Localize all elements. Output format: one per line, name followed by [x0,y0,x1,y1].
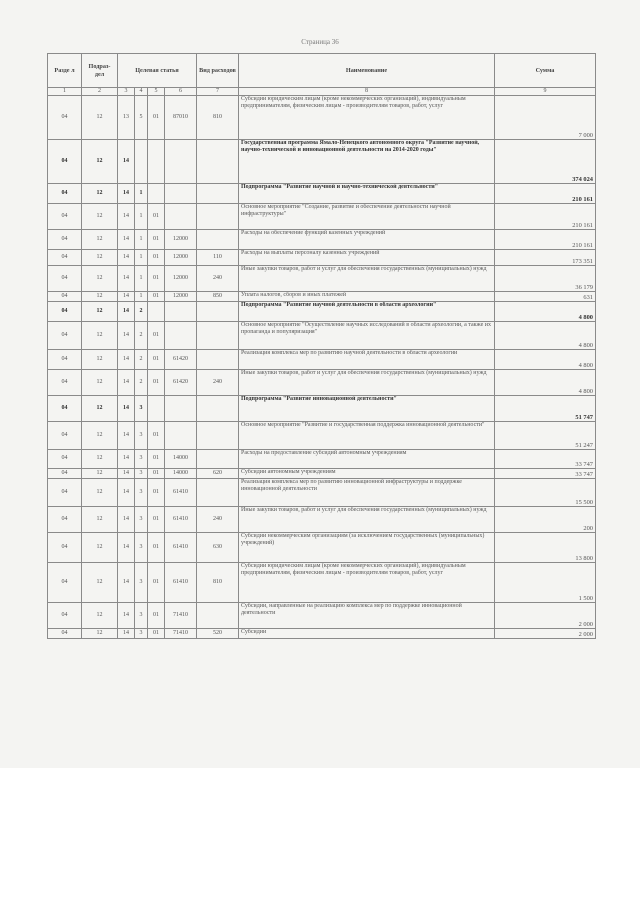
name-cell: Расходы на предоставление субсидий автономным учреждениям [239,450,495,469]
target-subprogram-cell: 3 [135,629,148,639]
razdel-cell: 04 [48,507,82,533]
sum-cell: 2 000 [495,629,596,639]
name-cell: Основное мероприятие "Развитие и государственная поддержка инновационной деятельности" [239,422,495,450]
target-program-cell: 13 [118,96,135,140]
table-row [48,603,596,629]
header-razdel: Разде л [48,54,82,88]
target-measure-cell: 01 [148,204,165,230]
target-measure-cell: 01 [148,533,165,563]
sum-cell: 7 000 [495,96,596,140]
target-measure-cell [148,302,165,322]
sum-cell: 631 [495,292,596,302]
target-program-cell: 14 [118,422,135,450]
sum-cell: 210 161 [495,184,596,204]
podrazdel-cell: 12 [82,204,118,230]
razdel-cell: 04 [48,292,82,302]
header-name: Наименование [239,54,495,88]
podrazdel-cell: 12 [82,184,118,204]
podrazdel-cell: 12 [82,302,118,322]
target-direction-cell: 12000 [165,292,197,302]
target-measure-cell: 01 [148,322,165,350]
target-direction-cell: 14000 [165,469,197,479]
budget-table [47,53,596,639]
razdel-cell: 04 [48,450,82,469]
target-program-cell: 14 [118,350,135,370]
name-cell: Реализация комплекса мер по развитию научной деятельности в области археологии [239,350,495,370]
target-program-cell: 14 [118,266,135,292]
target-subprogram-cell: 3 [135,533,148,563]
table-row [48,266,596,292]
razdel-cell: 04 [48,140,82,184]
sum-cell: 33 747 [495,469,596,479]
header-row [48,54,596,88]
target-program-cell: 14 [118,396,135,422]
expense-type-cell: 620 [197,469,239,479]
table-row [48,292,596,302]
sum-cell: 36 179 [495,266,596,292]
target-subprogram-cell: 1 [135,266,148,292]
razdel-cell: 04 [48,469,82,479]
table-row [48,370,596,396]
table-row [48,533,596,563]
razdel-cell: 04 [48,370,82,396]
sum-cell: 173 351 [495,250,596,266]
table-row [48,563,596,603]
table-row [48,230,596,250]
table-row [48,140,596,184]
name-cell: Реализация комплекса мер по развитию инновационной инфраструктуры и поддержке инновационной деятельности [239,479,495,507]
target-program-cell: 14 [118,629,135,639]
target-subprogram-cell: 2 [135,370,148,396]
column-index: 9 [495,88,596,96]
target-program-cell: 14 [118,250,135,266]
target-measure-cell: 01 [148,479,165,507]
target-program-cell: 14 [118,184,135,204]
target-direction-cell: 71410 [165,629,197,639]
razdel-cell: 04 [48,250,82,266]
razdel-cell: 04 [48,603,82,629]
sum-cell: 1 500 [495,563,596,603]
table-row [48,322,596,350]
table-row [48,450,596,469]
razdel-cell: 04 [48,302,82,322]
name-cell: Иные закупки товаров, работ и услуг для обеспечения государственных (муниципальных) нужд [239,266,495,292]
target-subprogram-cell: 3 [135,603,148,629]
target-measure-cell: 01 [148,230,165,250]
table-row [48,507,596,533]
table-body [48,96,596,639]
expense-type-cell [197,350,239,370]
target-direction-cell: 12000 [165,266,197,292]
target-measure-cell: 01 [148,507,165,533]
sum-cell: 200 [495,507,596,533]
target-measure-cell: 01 [148,603,165,629]
sum-cell: 51 747 [495,396,596,422]
sum-cell: 374 024 [495,140,596,184]
column-index: 6 [165,88,197,96]
page-title: Страница 36 [301,38,339,46]
podrazdel-cell: 12 [82,469,118,479]
razdel-cell: 04 [48,322,82,350]
target-measure-cell [148,140,165,184]
target-measure-cell: 01 [148,266,165,292]
razdel-cell: 04 [48,230,82,250]
column-index: 5 [148,88,165,96]
razdel-cell: 04 [48,422,82,450]
expense-type-cell [197,603,239,629]
target-subprogram-cell: 3 [135,396,148,422]
target-measure-cell: 01 [148,370,165,396]
target-program-cell: 14 [118,230,135,250]
target-direction-cell: 71410 [165,603,197,629]
sum-cell: 210 161 [495,230,596,250]
razdel-cell: 04 [48,96,82,140]
podrazdel-cell: 12 [82,422,118,450]
sum-cell: 13 800 [495,533,596,563]
podrazdel-cell: 12 [82,533,118,563]
name-cell: Государственная программа Ямало-Ненецкого автономного округа "Развитие научной, научно-технической и инновационной деятельности на 2014-2020 годы" [239,140,495,184]
table-row [48,422,596,450]
target-measure-cell: 01 [148,96,165,140]
target-subprogram-cell [135,140,148,184]
target-subprogram-cell: 1 [135,204,148,230]
table-row [48,479,596,507]
target-program-cell: 14 [118,302,135,322]
target-subprogram-cell: 3 [135,450,148,469]
expense-type-cell [197,422,239,450]
podrazdel-cell: 12 [82,563,118,603]
target-direction-cell [165,204,197,230]
expense-type-cell [197,450,239,469]
expense-type-cell [197,230,239,250]
target-program-cell: 14 [118,370,135,396]
name-cell: Основное мероприятие "Создание, развитие и обеспечение деятельности научной инфраструктуры" [239,204,495,230]
target-subprogram-cell: 2 [135,322,148,350]
target-program-cell: 14 [118,292,135,302]
expense-type-cell [197,479,239,507]
column-index: 3 [118,88,135,96]
expense-type-cell: 520 [197,629,239,639]
target-subprogram-cell: 1 [135,184,148,204]
target-subprogram-cell: 3 [135,563,148,603]
name-cell: Субсидии автономным учреждениям [239,469,495,479]
name-cell: Подпрограмма "Развитие научной и научно-технической деятельности" [239,184,495,204]
expense-type-cell: 810 [197,96,239,140]
expense-type-cell [197,322,239,350]
target-direction-cell [165,396,197,422]
razdel-cell: 04 [48,350,82,370]
sum-cell: 4 800 [495,322,596,350]
name-cell: Уплата налогов, сборов и иных платежей [239,292,495,302]
target-measure-cell: 01 [148,250,165,266]
header-expense-type: Вид расходов [197,54,239,88]
column-index: 4 [135,88,148,96]
expense-type-cell [197,396,239,422]
column-index: 1 [48,88,82,96]
name-cell: Иные закупки товаров, работ и услуг для обеспечения государственных (муниципальных) нужд [239,370,495,396]
target-program-cell: 14 [118,533,135,563]
razdel-cell: 04 [48,563,82,603]
header-target-article: Целевая статья [118,54,197,88]
header-podrazdel: Подраз- дел [82,54,118,88]
table-row [48,396,596,422]
target-subprogram-cell: 5 [135,96,148,140]
target-subprogram-cell: 3 [135,507,148,533]
target-measure-cell: 01 [148,350,165,370]
podrazdel-cell: 12 [82,322,118,350]
target-direction-cell: 61420 [165,370,197,396]
table-row [48,350,596,370]
table-row [48,184,596,204]
razdel-cell: 04 [48,396,82,422]
target-measure-cell: 01 [148,563,165,603]
target-direction-cell [165,302,197,322]
razdel-cell: 04 [48,629,82,639]
target-subprogram-cell: 3 [135,479,148,507]
podrazdel-cell: 12 [82,266,118,292]
sum-cell: 33 747 [495,450,596,469]
target-measure-cell: 01 [148,422,165,450]
expense-type-cell [197,184,239,204]
name-cell: Субсидии юридическим лицам (кроме некоммерческих организаций), индивидуальным предпринимателям, физическим лицам - производителям товаров, работ, услуг [239,96,495,140]
table-row [48,629,596,639]
podrazdel-cell: 12 [82,507,118,533]
target-program-cell: 14 [118,479,135,507]
expense-type-cell: 810 [197,563,239,603]
sum-cell: 4 800 [495,370,596,396]
name-cell: Подпрограмма "Развитие инновационной деятельности" [239,396,495,422]
target-direction-cell: 61410 [165,533,197,563]
target-program-cell: 14 [118,140,135,184]
expense-type-cell: 240 [197,266,239,292]
podrazdel-cell: 12 [82,292,118,302]
razdel-cell: 04 [48,266,82,292]
column-index: 7 [197,88,239,96]
target-program-cell: 14 [118,469,135,479]
column-index: 8 [239,88,495,96]
target-program-cell: 14 [118,603,135,629]
name-cell: Основное мероприятие "Осуществление научных исследований в области археологии, а также их пропаганда и популяризация" [239,322,495,350]
podrazdel-cell: 12 [82,250,118,266]
sum-cell: 2 000 [495,603,596,629]
table-row [48,250,596,266]
header-sum: Сумма [495,54,596,88]
podrazdel-cell: 12 [82,396,118,422]
target-subprogram-cell: 1 [135,292,148,302]
expense-type-cell [197,204,239,230]
razdel-cell: 04 [48,184,82,204]
target-measure-cell [148,396,165,422]
table-row [48,204,596,230]
sum-cell: 210 161 [495,204,596,230]
target-direction-cell: 61410 [165,479,197,507]
target-measure-cell: 01 [148,292,165,302]
expense-type-cell: 240 [197,507,239,533]
target-direction-cell: 61410 [165,563,197,603]
sum-cell: 4 800 [495,350,596,370]
sum-cell: 15 500 [495,479,596,507]
sum-cell: 4 800 [495,302,596,322]
name-cell: Расходы на обеспечение функций казенных учреждений [239,230,495,250]
target-direction-cell [165,140,197,184]
target-program-cell: 14 [118,322,135,350]
podrazdel-cell: 12 [82,479,118,507]
column-index-row [48,88,596,96]
podrazdel-cell: 12 [82,629,118,639]
target-direction-cell: 12000 [165,230,197,250]
target-direction-cell: 61410 [165,507,197,533]
name-cell: Подпрограмма "Развитие научной деятельности в области археологии" [239,302,495,322]
target-direction-cell [165,422,197,450]
target-subprogram-cell: 3 [135,469,148,479]
target-program-cell: 14 [118,204,135,230]
podrazdel-cell: 12 [82,450,118,469]
table-row [48,469,596,479]
target-direction-cell: 87010 [165,96,197,140]
expense-type-cell [197,140,239,184]
name-cell: Субсидии некоммерческим организациям (за исключением государственных (муниципальных) учреждений) [239,533,495,563]
razdel-cell: 04 [48,204,82,230]
target-subprogram-cell: 1 [135,230,148,250]
razdel-cell: 04 [48,533,82,563]
name-cell: Субсидии юридическим лицам (кроме некоммерческих организаций), индивидуальным предпринимателям, физическим лицам - производителям товаров, работ, услуг [239,563,495,603]
target-measure-cell: 01 [148,469,165,479]
target-program-cell: 14 [118,563,135,603]
podrazdel-cell: 12 [82,140,118,184]
expense-type-cell [197,302,239,322]
target-direction-cell: 61420 [165,350,197,370]
target-subprogram-cell: 2 [135,302,148,322]
podrazdel-cell: 12 [82,603,118,629]
expense-type-cell: 240 [197,370,239,396]
podrazdel-cell: 12 [82,350,118,370]
target-measure-cell [148,184,165,204]
target-program-cell: 14 [118,450,135,469]
podrazdel-cell: 12 [82,370,118,396]
podrazdel-cell: 12 [82,96,118,140]
target-subprogram-cell: 1 [135,250,148,266]
expense-type-cell: 110 [197,250,239,266]
column-index: 2 [82,88,118,96]
name-cell: Иные закупки товаров, работ и услуг для обеспечения государственных (муниципальных) нужд [239,507,495,533]
name-cell: Субсидии, направленные на реализацию комплекса мер по поддержке инновационной деятельности [239,603,495,629]
target-program-cell: 14 [118,507,135,533]
target-measure-cell: 01 [148,450,165,469]
target-subprogram-cell: 3 [135,422,148,450]
target-direction-cell [165,322,197,350]
razdel-cell: 04 [48,479,82,507]
target-measure-cell: 01 [148,629,165,639]
table-row [48,302,596,322]
expense-type-cell: 630 [197,533,239,563]
sum-cell: 51 247 [495,422,596,450]
podrazdel-cell: 12 [82,230,118,250]
name-cell: Субсидии [239,629,495,639]
target-direction-cell: 12000 [165,250,197,266]
name-cell: Расходы на выплаты персоналу казенных учреждений [239,250,495,266]
table-row [48,96,596,140]
target-subprogram-cell: 2 [135,350,148,370]
target-direction-cell [165,184,197,204]
expense-type-cell: 850 [197,292,239,302]
target-direction-cell: 14000 [165,450,197,469]
